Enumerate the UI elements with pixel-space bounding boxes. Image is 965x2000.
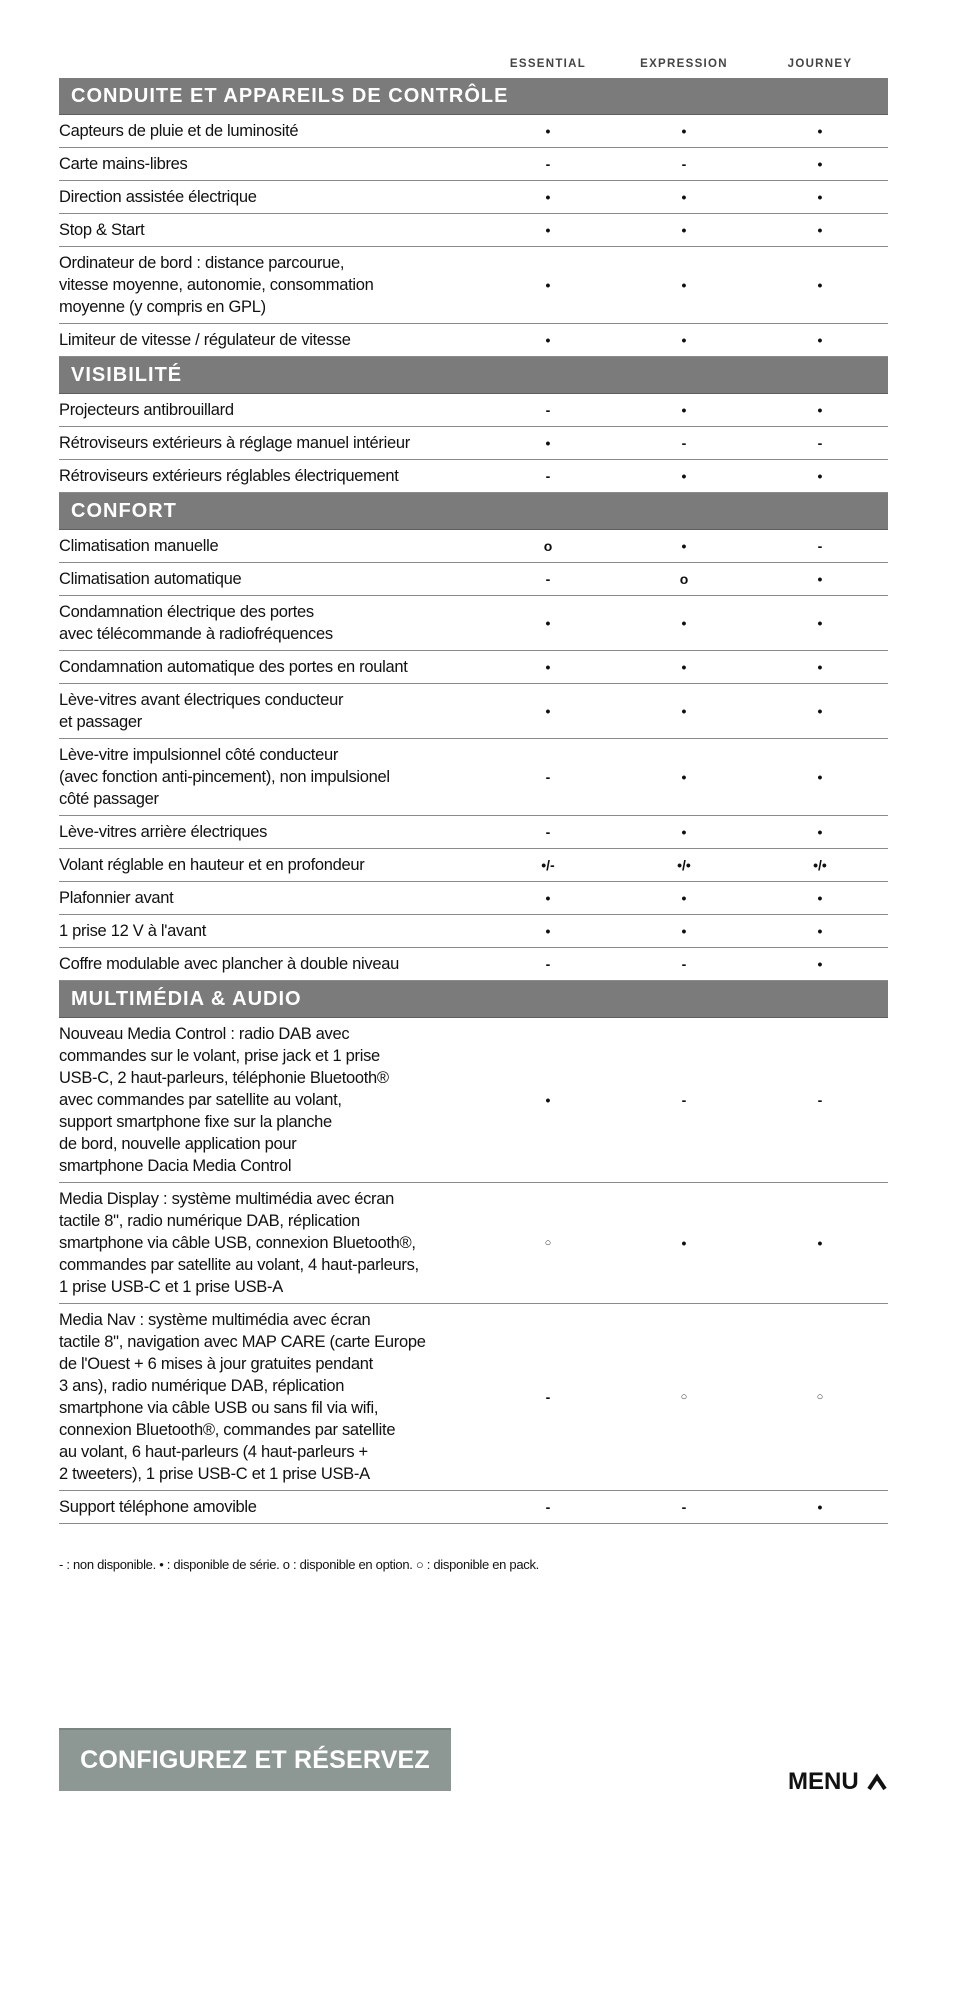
availability-essential: • [545, 435, 551, 451]
availability-journey: • [817, 824, 823, 840]
availability-expression: - [681, 435, 687, 451]
availability-essential: • [545, 123, 551, 139]
feature-label: 1 prise 12 V à l'avant [59, 922, 206, 940]
availability-journey: - [817, 538, 823, 554]
availability-essential: - [545, 824, 551, 840]
availability-essential: • [545, 1092, 551, 1108]
availability-essential: • [545, 659, 551, 675]
availability-journey: • [817, 332, 823, 348]
availability-journey: • [817, 703, 823, 719]
feature-label: Climatisation automatique [59, 570, 242, 588]
table-row [59, 882, 888, 915]
availability-journey: • [817, 277, 823, 293]
feature-label: Stop & Start [59, 221, 145, 239]
availability-essential: - [545, 769, 551, 785]
availability-expression: • [681, 703, 687, 719]
table-row [59, 684, 888, 739]
feature-label: Ordinateur de bord : distance parcourue, vitesse moyenne, autonomie, consommation moyenne (y compris en GPL) [59, 254, 374, 316]
availability-essential: - [545, 402, 551, 418]
feature-label: Condamnation électrique des portes avec télécommande à radiofréquences [59, 603, 333, 643]
section-header: MULTIMÉDIA & AUDIO [59, 981, 888, 1018]
availability-expression: - [681, 956, 687, 972]
feature-label: Volant réglable en hauteur et en profondeur [59, 856, 365, 874]
availability-expression: ○ [680, 1391, 688, 1403]
availability-essential: • [545, 332, 551, 348]
availability-journey: • [817, 1499, 823, 1515]
availability-expression: - [681, 1499, 687, 1515]
availability-essential: ○ [544, 1237, 552, 1249]
table-row [59, 148, 888, 181]
availability-journey: • [817, 1235, 823, 1251]
table-row [59, 1491, 888, 1524]
feature-label: Media Nav : système multimédia avec écran tactile 8", navigation avec MAP CARE (carte Europe de l'Ouest + 6 mises à jour gratuites pendant 3 ans), radio numérique DAB, réplication smartphone via câble USB ou sans fil via wifi, connexion Bluetooth®, commandes par satellite au volant, 6 haut-parleurs (4 haut-parleurs + 2 tweeters), 1 prise USB-C et 1 prise USB-A [59, 1311, 426, 1483]
availability-journey: • [817, 890, 823, 906]
feature-label: Rétroviseurs extérieurs à réglage manuel intérieur [59, 434, 410, 452]
availability-essential: •/- [541, 857, 555, 873]
availability-essential: - [545, 468, 551, 484]
table-row [59, 849, 888, 882]
availability-expression: • [681, 659, 687, 675]
feature-label: Rétroviseurs extérieurs réglables électriquement [59, 467, 399, 485]
availability-expression: • [681, 769, 687, 785]
availability-expression: • [681, 402, 687, 418]
availability-essential: • [545, 615, 551, 631]
table-row [59, 1304, 888, 1491]
table-row [59, 563, 888, 596]
section-header: VISIBILITÉ [59, 357, 888, 394]
table-row [59, 115, 888, 148]
table-row [59, 324, 888, 357]
feature-label: Carte mains-libres [59, 155, 188, 173]
configure-reserve-button[interactable]: CONFIGUREZ ET RÉSERVEZ [59, 1728, 451, 1791]
equipment-table [59, 50, 888, 1524]
feature-label: Climatisation manuelle [59, 537, 219, 555]
legend-footnote: - : non disponible. • : disponible de série. o : disponible en option. ○ : disponible en pack. [59, 1557, 539, 1572]
availability-essential: • [545, 189, 551, 205]
availability-essential: - [545, 156, 551, 172]
feature-label: Support téléphone amovible [59, 1498, 257, 1516]
feature-label: Coffre modulable avec plancher à double niveau [59, 955, 399, 973]
table-row [59, 460, 888, 493]
availability-journey: • [817, 571, 823, 587]
availability-essential: o [543, 538, 553, 554]
availability-journey: • [817, 923, 823, 939]
availability-expression: • [681, 538, 687, 554]
feature-label: Lève-vitre impulsionnel côté conducteur (avec fonction anti-pincement), non impulsionel côté passager [59, 746, 390, 808]
section-header: CONFORT [59, 493, 888, 530]
availability-journey: - [817, 435, 823, 451]
availability-essential: - [545, 1499, 551, 1515]
feature-label: Lève-vitres avant électriques conducteur et passager [59, 691, 344, 731]
availability-journey: • [817, 956, 823, 972]
availability-journey: • [817, 402, 823, 418]
availability-expression: - [681, 1092, 687, 1108]
table-row [59, 394, 888, 427]
availability-essential: • [545, 222, 551, 238]
availability-journey: •/• [813, 857, 827, 873]
column-headers [59, 50, 888, 78]
availability-essential: • [545, 703, 551, 719]
availability-expression: • [681, 123, 687, 139]
table-row [59, 247, 888, 324]
availability-expression: • [681, 1235, 687, 1251]
availability-journey: • [817, 769, 823, 785]
availability-expression: • [681, 332, 687, 348]
feature-label: Nouveau Media Control : radio DAB avec commandes sur le volant, prise jack et 1 prise USB-C, 2 haut-parleurs, téléphonie Bluetooth® avec commandes par satellite au volant, support smartphone fixe sur la planche de bord, nouvelle application pour smartphone Dacia Media Control [59, 1025, 389, 1175]
table-row [59, 596, 888, 651]
availability-journey: ○ [816, 1391, 824, 1403]
feature-label: Limiteur de vitesse / régulateur de vitesse [59, 331, 351, 349]
availability-expression: • [681, 615, 687, 631]
feature-label: Media Display : système multimédia avec écran tactile 8", radio numérique DAB, réplication smartphone via câble USB, connexion Bluetooth®, commandes par satellite au volant, 4 haut-parleurs, 1 prise USB-C et 1 prise USB-A [59, 1190, 419, 1296]
column-journey: JOURNEY [787, 58, 853, 70]
table-row [59, 651, 888, 684]
table-row [59, 948, 888, 981]
feature-label: Plafonnier avant [59, 889, 174, 907]
feature-label: Capteurs de pluie et de luminosité [59, 122, 299, 140]
availability-journey: • [817, 659, 823, 675]
chevron-up-icon [867, 1773, 887, 1791]
availability-essential: • [545, 890, 551, 906]
feature-label: Direction assistée électrique [59, 188, 257, 206]
availability-expression: • [681, 189, 687, 205]
table-row [59, 915, 888, 948]
availability-expression: • [681, 923, 687, 939]
availability-expression: • [681, 277, 687, 293]
table-row [59, 816, 888, 849]
column-expression: EXPRESSION [640, 58, 728, 70]
menu-label: MENU [788, 1768, 859, 1795]
availability-essential: • [545, 277, 551, 293]
availability-journey: • [817, 615, 823, 631]
availability-expression: • [681, 222, 687, 238]
availability-journey: • [817, 222, 823, 238]
availability-journey: • [817, 123, 823, 139]
availability-expression: • [681, 824, 687, 840]
section-header: CONDUITE ET APPAREILS DE CONTRÔLE [59, 78, 888, 115]
availability-expression: • [681, 468, 687, 484]
availability-expression: • [681, 890, 687, 906]
column-essential: ESSENTIAL [509, 58, 587, 70]
table-row [59, 214, 888, 247]
table-row [59, 1018, 888, 1183]
feature-label: Projecteurs antibrouillard [59, 401, 234, 419]
table-row [59, 739, 888, 816]
availability-journey: • [817, 156, 823, 172]
availability-expression: - [681, 156, 687, 172]
table-row [59, 530, 888, 563]
availability-essential: - [545, 956, 551, 972]
menu-button[interactable] [788, 1768, 887, 1796]
feature-label: Lève-vitres arrière électriques [59, 823, 268, 841]
feature-label: Condamnation automatique des portes en roulant [59, 658, 408, 676]
availability-journey: • [817, 468, 823, 484]
availability-essential: - [545, 1389, 551, 1405]
availability-expression: •/• [677, 857, 691, 873]
availability-essential: - [545, 571, 551, 587]
availability-essential: • [545, 923, 551, 939]
table-row [59, 181, 888, 214]
table-row [59, 1183, 888, 1304]
availability-journey: • [817, 189, 823, 205]
availability-journey: - [817, 1092, 823, 1108]
availability-expression: o [679, 571, 689, 587]
table-row [59, 427, 888, 460]
